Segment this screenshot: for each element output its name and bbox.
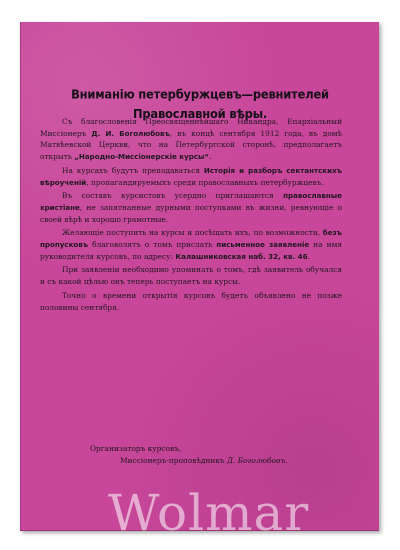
p4-text-g: . [307, 251, 310, 261]
paragraph-blessing [40, 116, 342, 163]
p2-text-c: , пропагандируемыхъ среди православныхъ петербуржцевъ. [86, 177, 324, 187]
organizer-name: Д. Боголюбовъ. [227, 456, 288, 465]
title-line-2: Православной вѣры. [132, 106, 268, 122]
paragraph-invitation [40, 190, 342, 225]
orthodox-emphasis: православные христіане [40, 191, 342, 212]
paragraph-application [40, 227, 342, 262]
p4-text-e: на имя руководителя курсовъ, по адресу: [40, 240, 343, 261]
courses-name: „Народно-Миссіонерскіе курсы“ [74, 152, 210, 162]
address-emphasis: Калашниковская наб. 32, кв. 46 [175, 251, 308, 261]
paragraph-requirements: При заявленіи необходимо упоминать о томъ, гдѣ заявитель обучался и съ какой цѣлью онъ теперь поступаетъ на курсы. [40, 265, 342, 287]
organizer-title: Миссіонеръ-проповѣдникъ [120, 456, 227, 465]
no-absences-emphasis: безъ пропусковъ [40, 228, 342, 250]
p1-text-e: . [209, 152, 212, 162]
paragraph-opening-date: Точно о времени открытія курсовъ будетъ объявлено не позже половины сентября. [40, 290, 342, 312]
p3-text-a: Въ составъ курсистовъ усердно приглашаются [62, 191, 284, 201]
p4-text-c: благоволятъ о томъ прислать [88, 240, 217, 250]
leaflet-body [40, 116, 342, 315]
p2-text-a: На курсахъ будутъ преподаваться [62, 165, 204, 175]
p4-text-a: Желающіе поступить на курсы и посѣщать ихъ, по возможности, [62, 228, 323, 238]
paragraph-subjects [40, 165, 342, 188]
p1-text-a: Съ благословенія Преосвященнѣйшаго Никандра, Епархіальный Миссіонеръ [40, 117, 342, 138]
organizer-label: Организаторъ курсовъ, [90, 444, 182, 453]
organizer-signature [40, 455, 342, 467]
signature-block [40, 443, 342, 467]
written-application-emphasis: письменное заявленіе [216, 240, 310, 250]
p1-text-c: , въ концѣ сентября 1912 года, въ домѣ Матвѣевской Церкви, что на Петербургской сторонѣ, предполагаетъ открыть [40, 128, 342, 162]
subjects-emphasis: Исторія и разборъ сектантскихъ вѣроученій [40, 165, 342, 187]
p3-text-c: , не запятнанные дурными поступками въ жизни, ревнующіе о своей вѣрѣ и хорошо грамотные. [40, 202, 342, 224]
missionary-name: Д. И. Боголюбовъ [91, 128, 170, 138]
title-line-1: Вниманію петербуржцевъ—ревнителей [71, 86, 329, 102]
watermark-logo: Wolmar [108, 484, 310, 542]
